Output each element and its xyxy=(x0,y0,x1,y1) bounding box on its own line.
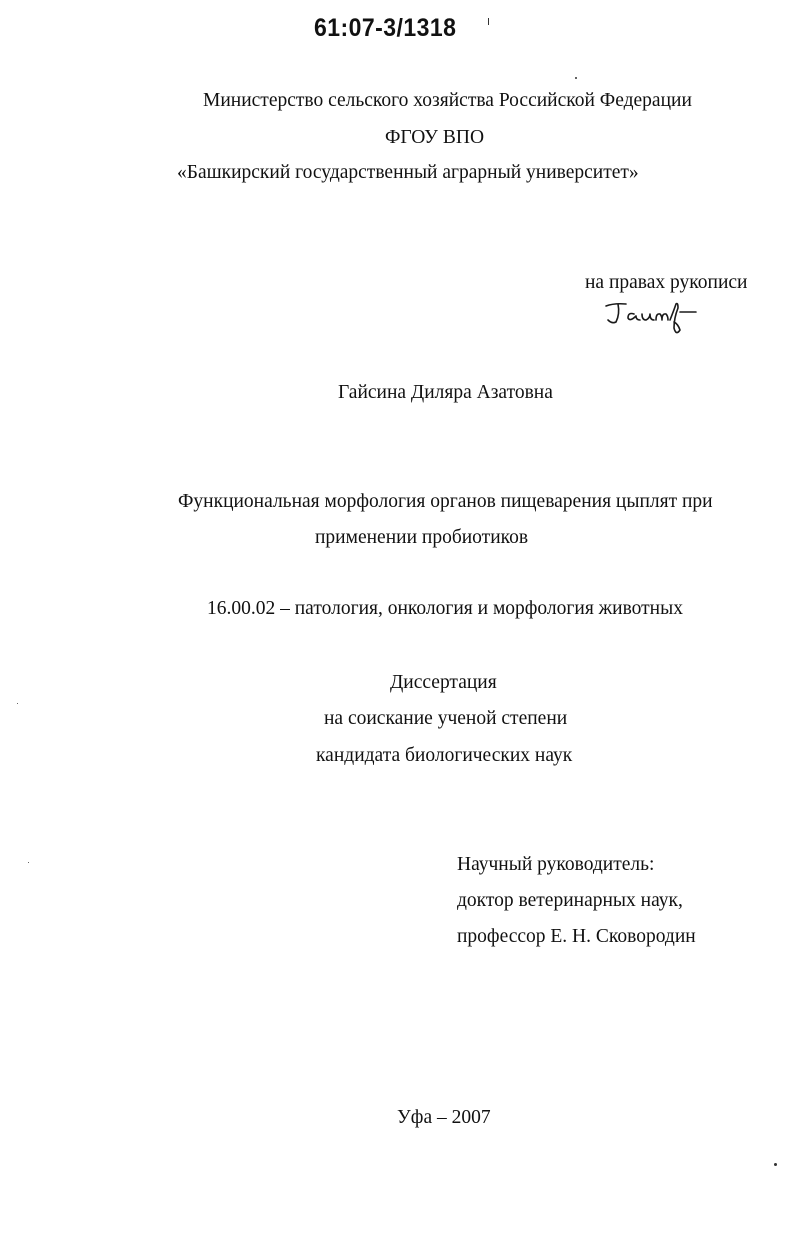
dissertation-title-line-2: применении пробиотиков xyxy=(315,527,529,548)
scan-speck xyxy=(774,1163,777,1166)
handwritten-signature xyxy=(604,300,704,340)
supervisor-label: Научный руководитель: xyxy=(457,854,655,875)
degree-line-1: Диссертация xyxy=(390,672,497,693)
library-stamp-code: 61:07-3/1318 xyxy=(314,14,457,42)
rights-note: на правах рукописи xyxy=(585,272,748,293)
university-name: «Башкирский государственный аграрный университет» xyxy=(177,162,639,183)
scan-speck xyxy=(28,862,29,863)
author-name: Гайсина Диляра Азатовна xyxy=(338,382,553,403)
institution-type: ФГОУ ВПО xyxy=(385,127,485,148)
dissertation-title-line-1: Функциональная морфология органов пищеварения цыплят при xyxy=(178,491,713,512)
scan-speck xyxy=(575,77,577,79)
scan-speck xyxy=(17,703,18,704)
degree-line-3: кандидата биологических наук xyxy=(316,745,573,766)
supervisor-degree: доктор ветеринарных наук, xyxy=(457,890,683,911)
scan-mark xyxy=(488,18,489,25)
specialty-code: 16.00.02 – патология, онкология и морфология животных xyxy=(207,598,683,619)
city-year: Уфа – 2007 xyxy=(397,1107,491,1128)
degree-line-2: на соискание ученой степени xyxy=(324,708,568,729)
ministry-name: Министерство сельского хозяйства Российской Федерации xyxy=(203,90,692,111)
supervisor-name: профессор Е. Н. Сковородин xyxy=(457,926,696,947)
